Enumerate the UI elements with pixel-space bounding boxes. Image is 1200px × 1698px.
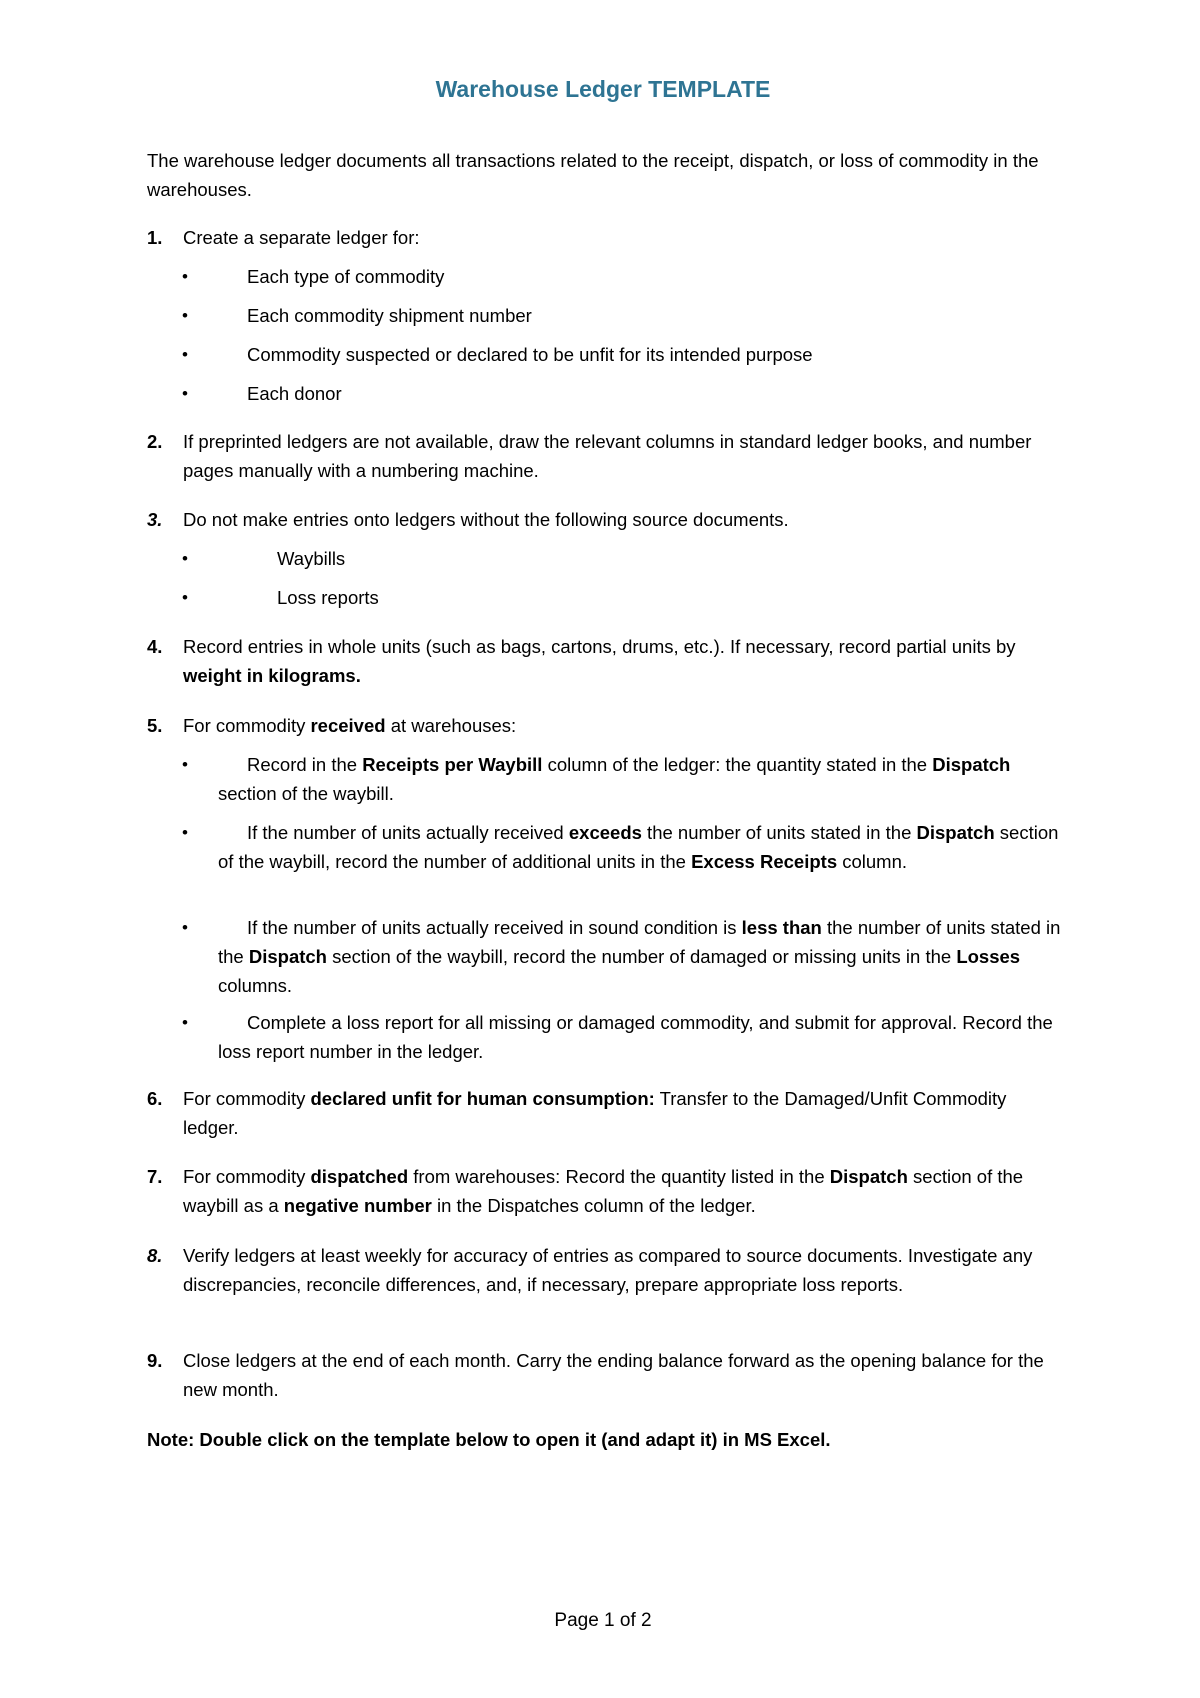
step-text: Close ledgers at the end of each month. Carry the ending balance forward as the opening balance for the new month. [183,1350,1044,1400]
step-number: 4. [147,636,163,657]
bullet-dot: • [182,588,188,607]
page-title: Warehouse Ledger TEMPLATE [435,76,771,102]
step-2 [147,427,1067,485]
bullet-dot: • [182,345,188,364]
bullet-dot: • [182,384,188,403]
page-number-footer: Page 1 of 2 [554,1610,652,1631]
step-number: 3. [147,509,163,530]
bullet-item [182,750,1062,808]
bullet-text: Loss reports [277,587,379,608]
bullet-item [182,379,1042,408]
bullet-text: Commodity suspected or declared to be unfit for its intended purpose [247,344,813,365]
bullet-text: Record in the Receipts per Waybill column of the ledger: the quantity stated in the Dispatch section of the waybill. [218,754,1011,804]
bullet-text: If the number of units actually received in sound condition is less than the number of units stated in the Dispatch section of the waybill, record the number of damaged or missing units in the Losses columns. [218,917,1061,996]
step-number: 2. [147,431,163,452]
step-text: For commodity received at warehouses: [183,715,517,736]
step-9 [147,1346,1067,1404]
bullet-text: Complete a loss report for all missing or damaged commodity, and submit for approval. Record the loss report number in the ledger. [218,1012,1053,1062]
excel-note: Note: Double click on the template below to open it (and adapt it) in MS Excel. [147,1429,831,1450]
intro-paragraph: The warehouse ledger documents all transactions related to the receipt, dispatch, or loss of commodity in the warehouses. [147,150,1039,200]
step-4 [147,632,1067,690]
step-text: Do not make entries onto ledgers without the following source documents. [183,509,789,530]
step-text: Verify ledgers at least weekly for accuracy of entries as compared to source documents. Investigate any discrepancies, reconcile differences, and, if necessary, prepare appropriate loss reports. [183,1245,1033,1295]
step-number: 7. [147,1166,163,1187]
step-6 [147,1084,1067,1142]
bullet-text: Each donor [247,383,342,404]
bullet-item [182,262,1042,291]
step-text: If preprinted ledgers are not available, draw the relevant columns in standard ledger books, and number pages manually with a numbering machine. [183,431,1032,481]
step-number: 5. [147,715,163,736]
bullet-dot: • [182,549,188,568]
bullet-dot: • [182,306,188,325]
bullet-item [182,544,1042,573]
step-text: For commodity declared unfit for human consumption: Transfer to the Damaged/Unfit Commodity ledger. [183,1088,1007,1138]
bullet-item [182,583,1042,612]
step-1 [147,223,1067,252]
step-text: Create a separate ledger for: [183,227,420,248]
bullet-item [182,301,1042,330]
bullet-dot: • [182,755,188,774]
step-number: 1. [147,227,163,248]
bullet-item [182,913,1062,1000]
bullet-dot: • [182,823,188,842]
bullet-dot: • [182,1013,188,1032]
step-5 [147,711,1067,740]
bullet-text: If the number of units actually received exceeds the number of units stated in the Dispatch section of the waybill, record the number of additional units in the Excess Receipts column. [218,822,1059,872]
bullet-text: Waybills [277,548,346,569]
step-3 [147,505,1067,534]
bullet-item [182,1008,1062,1066]
step-8 [147,1241,1067,1299]
step-number: 8. [147,1245,163,1266]
bullet-text: Each commodity shipment number [247,305,532,326]
step-7 [147,1162,1067,1220]
bullet-dot: • [182,267,188,286]
step-number: 6. [147,1088,163,1109]
bullet-item [182,340,1042,369]
bullet-dot: • [182,918,188,937]
step-text: Record entries in whole units (such as bags, cartons, drums, etc.). If necessary, record partial units by weight in kilograms. [183,636,1016,686]
bullet-text: Each type of commodity [247,266,445,287]
step-number: 9. [147,1350,163,1371]
bullet-item [182,818,1062,876]
step-text: For commodity dispatched from warehouses: Record the quantity listed in the Dispatch section of the waybill as a negative number in the Dispatches column of the ledger. [183,1166,1024,1216]
